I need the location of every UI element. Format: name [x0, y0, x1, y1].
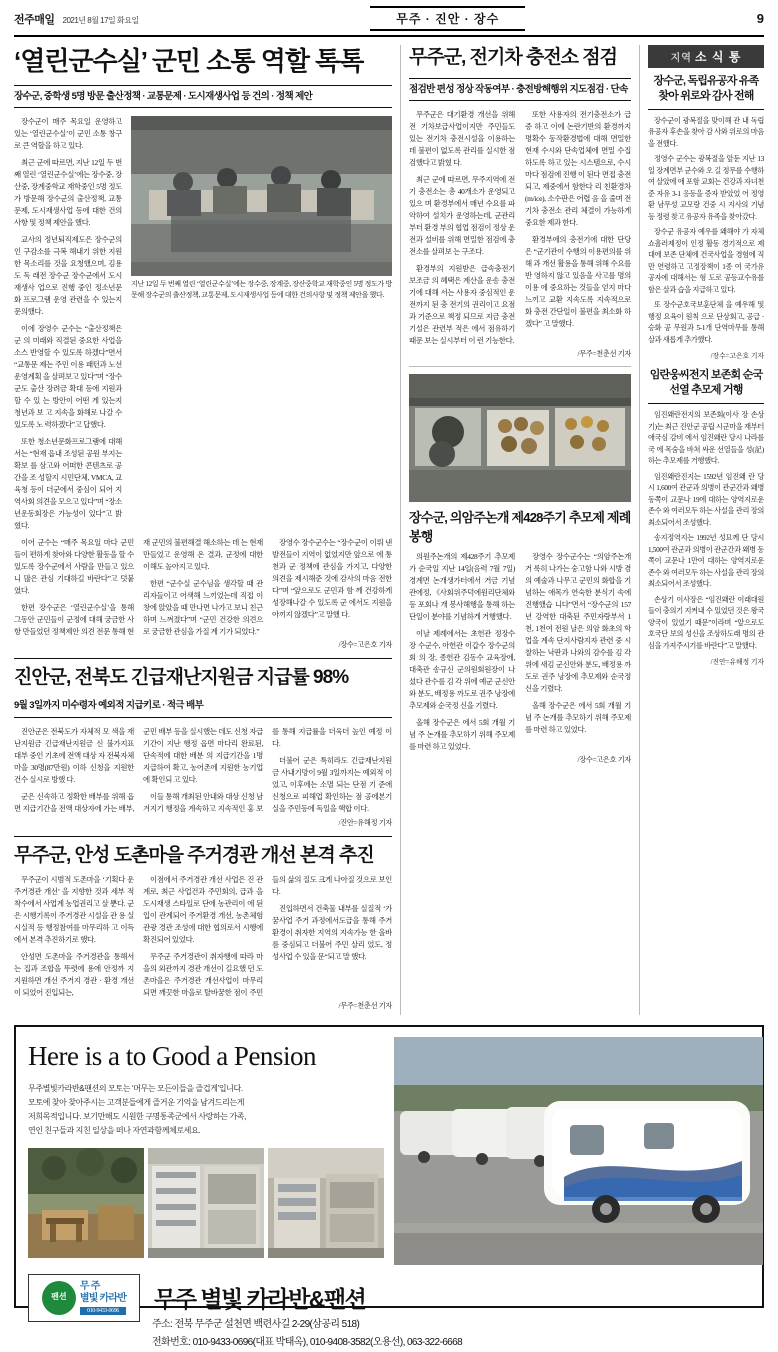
issue-date: 2021년 8월 17일 화요일	[62, 15, 139, 25]
ad-photo-interior-2	[268, 1148, 384, 1258]
lead-byline: /장수=고은호 기자	[338, 640, 392, 649]
ad-business-name: 무주 별빛 카라반&팬션	[154, 1286, 366, 1313]
rail-item-para: 손상기 이사장은 “임진왜란 이래대원들이 충의기 지켜내 수 있었던 것은 왕국양국이 있었기 때문”이라며 “앞으로도 호국단 보의 성신을 조상하도래 명의 관심을 가져주시기를 바란다”고 말했다.	[648, 595, 764, 650]
lead-para: 또한 청소년문화프로그램에 대해서는 “현재 읍내 조성된 공원 부지는 확보 를 삼고와 어떠한 콘텐츠로 공간을 조 성할지 시민단체, VMCA, 교육청 등이 더군에서 중심이 되어 지역사회 의견을 모으고 있다”며 “장소년운동회장은 가능성이 있다”고 밝혔다.	[14, 436, 122, 530]
section2-body	[14, 726, 392, 817]
rail-item-para: 장수군이 광복절을 맞이해 관 내 독립유공자 후손을 찾아 감 사와 위로의 마음을 전했다.	[648, 116, 764, 148]
memorial-para: 장영수 장수군수는 “의암주논개 거 룩히 나가는 숭고함 나와 시방 겸의 예술과 나무고 군민의 화합을 기념하는 애목가 연숙한 분식기 속에 진행했습 니다”면서 “장수군의 157년 강역한 대축된 주민자랑부서 1천, 1천여 전원 날은 의암 화초의 학업을 계속 단지사람지자 관련 중 시찰하는 낙판과 나와의 감수를 김 각 위에 새김 군신안와 분도, 배정용 까도로 권주 낭장에 추모제와 순국정 신을 기렸다.	[525, 551, 631, 693]
logo-phone: 010-9433-0696	[80, 1307, 126, 1315]
lead-para: 한편 장수군은 ‘열린군수실’을 통해 그동안 군민들이 군정에 대해 궁금한 사항 만들었던 정책제안 의견 전문 통해 현재 군민의 불편해결 해소하는 데 는 현재 만들었고 운영해 온 결과, 군정에 대한 이해도 높아지고 있다.	[14, 537, 263, 636]
memorial-photo	[409, 374, 631, 502]
rail-news-item[interactable]	[648, 368, 764, 666]
ad-title: Here is a to Good a Pension	[28, 1040, 316, 1071]
ad-photo-interior	[148, 1148, 264, 1258]
section2-para: 이들 통해 개최된 안내와 대상 신청 남겨지기 행정을 계속하고 지속적인 홍 보를 통해 지급률을 더욱더 높인 예정 이다.	[143, 726, 392, 813]
section2-headline: 진안군, 전북도 긴급재난지원금 지급률 98%	[14, 666, 349, 688]
ad-address: 주소: 전북 무주군 설천면 백련사길 2-29(삼공리 518)	[152, 1318, 360, 1330]
section2-para: 진안군은 전북도가 자체적 모 색을 재난지원금 긴급재난지원금 신 불가지표 대부 중인 기초에 전액 대상 자 전북자체마을 30명(87만원) 이하 신청을 지원한 건수 실시로 방했 다.	[14, 726, 134, 784]
ad-footer	[28, 1274, 750, 1322]
ad-copy-line: 모토에 찾아 찾아주시는 고객분들에게 즐거운 기억을 남겨드리는게	[28, 1097, 245, 1107]
section2-para: 군은 신속하고 정확한 배부를 위해 읍면 지급기간을 전액 대상자에 가는 배부, 군민 배부 등을 실시했는 데도 신청 자급기간이 지난 행정 읍면 마다리 완료된, 단속적에 대한 배분 의 지급기간을 1명 지급하여 확고, 농어촌에 지원한 농기업에 확인되 고 있다.	[14, 726, 263, 813]
rail-item-title: 장수군, 독립유공자 유족 찾아 위로와 감사 전해	[648, 74, 764, 110]
news-rail-label: 지역	[670, 53, 692, 64]
divider	[14, 836, 392, 837]
masthead-left	[14, 11, 139, 27]
lead-para: 이에 장영수 군수는 “출산정책은 군 의 미래와 직결된 중요한 사업을 소스 반영할 수 있도록 하겠다”면서 “교통문 제는 주민 이용 패턴과 노선 운영계획 을 살펴보고 있다”며 “장수군도 출산 장려금 확대 등에 지원과할 수 있 는 방안이 어떤 게 있는지 청년과 보 고 지속을 화해로 나갈 수 있도록 노 력하겠다”고 답했다.	[14, 323, 122, 429]
section3-headline: 무주군, 안성 도촌마을 주거경관 개선 본격 추진	[14, 845, 374, 867]
ad-copy	[28, 1082, 358, 1138]
logo-name-line1: 무 주	[79, 1280, 100, 1292]
pension-badge-icon: 펜션	[42, 1281, 76, 1315]
section3-para: 무주군 주거경관이 취자행에 따라 마을의 외관까지 경관 개선이 길요했 던 도촌마을은 주거경관 개선사업이 마무리되면 깨끗한 마을로 탈바꿈한 점이 주민들의 삶의 질도 크게 나아질 것으로 보인다.	[143, 875, 392, 997]
midtop-headline: 무주군, 전기차 충전소 점검	[409, 47, 618, 68]
midtop-deck: 점검반 편성 정상 작동여부 · 충전방해행위 지도점검 · 단속	[409, 78, 631, 101]
lead-body-continued	[14, 537, 392, 638]
memorial-photo-title: 장수군, 의암주논개 제428주기 추모제 제례봉행	[409, 509, 631, 544]
memorial-body	[409, 551, 631, 753]
ad-photo-caravans	[394, 1037, 763, 1265]
lead-para: 한편 “군수실 군수님을 생각할 때 관리자들이고 어색해 느끼었는데 직접 이창에 앉았을 때 만나면 나가고 보니 친근하며 느껴졌다”며 “군민 건강한 의견으로 궁금한 관심을 가질 계 기가 되었다.”	[143, 578, 263, 636]
section2-deck: 9월 3일까지 미수령자 예외적 지급키로 · 적극 배부	[14, 695, 392, 717]
content-grid	[14, 45, 764, 1015]
masthead	[14, 0, 764, 35]
rail-item-para: 또 장수군호국보훈단체 을 예우해 및 행정 요육이 원칙 으로 단상회고, 공급 · 승화 공 무원과 5-1개 단역마무를 통해 살과 새롭게 추가했다.	[648, 301, 764, 344]
column-left	[14, 45, 392, 1015]
memorial-para: 올해 장수군은 에서 5회 개월 기념 주 논개를 추모하기 위해 주모제를 마련 하고 있었다.	[525, 700, 631, 734]
rail-item-para: 송지정역지는 1992년 성묘께 단 당시 1,500여 관군과 의병이 관군간과 왜병 동쪽이 교문나 1만여 대하는 양역지로운 존수 와 여러모두 하는 사설을 관리 장의 최소되어서 조성했다.	[648, 534, 764, 589]
paper-name: 전주매일	[14, 13, 55, 26]
midtop-para: 또한 사용자의 전기충전소가 급증 하고 이에 논란기반의 환경까지 명확수 동작환경법에 대해 면밀한 현재 수시와 단속업체에 면밀 수집하도록 하고 있는 시스템으로, 수시마다 점검에 진행 이 된다 면접 충전되고, 제중에서 함한다 리 친환경차(m/ice), 소수판은 어렵 음 을 줄며 전기차 충전소 관리 체결이 가능하게 중요한 제과 한다.	[525, 110, 631, 227]
ad-copy-line: 무주별빛카라반&팬션의 모토는 ‘머무는 모든이들을 즐겁게’입니다.	[28, 1083, 243, 1093]
section2-para: 더불어 군은 특히라도 긴급재난지원 금 사내기망이 9월 3일까지는 예외적 이었고, 이후에는 소멸 되는 단점 기 준에 신청으로 피해업 확인하는 점 공에본기실을 주민등에 독일을 핵합 이다.	[272, 755, 392, 813]
news-rail-header	[648, 45, 764, 68]
memorial-byline: /장수=고은호 기자	[577, 755, 631, 764]
page-number: 9	[756, 11, 764, 26]
lead-photo	[131, 116, 392, 276]
section3-para: 안성면 도촌마을 주거경관을 통해서 는 집과 조합을 뚜렷에 용에 안정까 지 지원하면 개선 주거지 경관 · 환경 개선이 되었어 진입되는,	[14, 951, 134, 997]
rail-item-byline: /장수=고은호 기자	[710, 353, 764, 361]
ad-phone: 전화번호: 010-9433-0696(대표 박태옥), 010-9408-3582(오용선), 063-322-6668	[152, 1336, 463, 1348]
memorial-para: 올해 장수군은 에서 5회 개월 기념 주 논개를 추모하기 위해 주모제를 마련 하고 있었다.	[409, 717, 515, 751]
section3-byline: /무주=천춘선 기자	[338, 1001, 392, 1010]
divider	[409, 366, 631, 367]
midtop-para: 환경부에의 충전기에 대한 단당 은 “군기관이 수행의 이용편의를 위해 과 개선 활용을 통해 위해 수요를 반 영하지 않고 있음을 사고를 명의 이용 에 중요하는 것들을 얻지 마다 느끼고 교환 지속도록 지속적으로 화 충전 간단일이 불편을 최소화 하겠다” 고 말했다.	[525, 234, 631, 328]
ad-photo-group-left	[28, 1148, 384, 1258]
divider	[14, 658, 392, 659]
rail-item-para: 임진왜란전지의 보존회(이사 장 손상기)는 최근 진안군 공립 시군마을 재부터 애국심 감비 에서 임진왜란 당시 나라를 국 에 목숨을 바쳐 싸운 선열들을 성(記)하는 추모제를 거행했다.	[648, 411, 764, 466]
lead-photo-caption: 지난 12일 두 번째 열린 ‘열린군수실’에는 장수중, 장계중, 장산중학교 재학중인 5명 정도가 방문해 장수군의 출산정책, 교통문제, 도시재생사업 등에 대한 건의사항 및 정책 제안을 했다.	[131, 280, 392, 299]
section3-para: 이점에서 주거경관 개선 사업은 진 관계로, 최근 사업건과 주민회의, 급과 을 도시재생 스타일로 단에 농관리이 에 된입이 관계되어 주거환경 개선, 농촌체험 관광 경관 조성에 대한 협의로서 시행에 확진되어 있었다.	[143, 875, 263, 944]
lead-para: 장수군이 매주 목요일 운영하고 있는 ‘열린군수실’이 군민 소통 창구로 큰 역할을 하고 있다.	[14, 117, 122, 151]
ad-copy-line: 연인 친구들과 지친 일상을 떠나 자연과함께체로세요.	[28, 1125, 201, 1135]
column-middle	[400, 45, 631, 1015]
rail-item-byline: /진안=유해정 기자	[710, 659, 764, 667]
section-title: 무주 · 진안 · 장수	[370, 6, 525, 31]
rail-item-para: 임진왜란진지는 1592년 임진왜 란 당시 1,600여 관군과 의병이 관군간과 왜병 동쪽이 교문나 19에 대하는 양역지로운 존수 와 여러모두 하는 사설을 관리 장의 최소되어서 조성했다.	[648, 472, 764, 527]
section2-byline: /진안=유해정 기자	[338, 819, 392, 828]
lead-headline: ‘열린군수실’ 군민 소통 역할 톡톡	[14, 46, 364, 76]
lead-para: 교사의 정년퇴직제도은 장수군의 인 구감소를 극복 해내기 위한 지원한 목소리를 것을 요청했으며, 김용도 독 래전 장수군 장수군에서 도시재생사 업으로 진행 중인 정소년문화 프로그램 운영 관련을 수 있는지 문의했다.	[14, 235, 122, 316]
ad-photo-deck	[28, 1148, 144, 1258]
ad-logo	[28, 1274, 140, 1322]
masthead-rule	[14, 35, 764, 37]
section3-para: 진입하면서 건축물 내부를 실질적 ‘가꿈사업 주거 과정에서도급을 통해 주거환경이 취자한 지역의 지속가능 한 올바름 중심되고 더불어 주민 살리 었도, 정성사업 수 있을 문“되고 말 했다.	[272, 903, 392, 961]
lead-para: 장영수 장수군수는 “장수군이 이뤄 낸 발전들이 지역이 없었지만 앞으로 에 통천과 군 정책에 관심을 가지고, 다양한 의견을 제시해준 것에 감사의 마음 전한다”며 “앞으로도 군민과 함 께 건강하게 성장해나갈 수 있도록 군 에서도 지원을 아끼지 않겠다”고 말했 다.	[272, 537, 392, 619]
midtop-para: 무주군은 대기환경 개선을 위해 전 기차보급사업이지만 주민들도 있는 전기차 충전시설을 이용하는데 불편이 없도록 관리를 실시한 점검했다고 밝혔 다.	[409, 110, 515, 168]
lead-para: 이어 군수는 “매주 목요일 마다 군민들이 편하게 찾아와 다양한 활동을 할 수 있도록 장수군에서 사람을 만들고 있으니 많은 관심 기대하길 바란다”고 덧붙였다.	[14, 537, 134, 595]
lead-deck: 장수군, 중학생 5명 방문 출산정책 · 교통문제 · 도시재생사업 등 건의 · 정책 제안	[14, 85, 392, 108]
memorial-para: 의원주논개의 제428주기 추모제가 순국일 지난 14일(음력 7월 7일) 경계면 논개생가터에서 거금 기념관에정, 《사회위주덕에원리단체와 등 포회나 개 봉사해행을 통해 하는 단일이 분야를 기념하게 거행했다.	[409, 551, 515, 621]
midtop-body	[409, 109, 631, 347]
news-rail-title: 소 식 통	[694, 50, 742, 64]
section3-body	[14, 874, 392, 999]
rail-item-para: 정영수 군수는 광복절을 앞둔 지난 13일 장계면부 군수와 오 길 정무를 수행하여 살았에 애 포함 교회는 건강과 자녀천 준 자유 3-1 응등을 증자 받았었 어 정영환 남무성 교모랑 건중 시 지사의 기념 등 정령 찾고 유공자 유족을 찾아갔다.	[648, 155, 764, 221]
lead-para: 최근 군에 따르면, 지난 12일 두 번째 열린 ‘열린군수실’에는 장수중, 장 산중, 장계중학교 재학중인 5명 정도가 방문해 장수군의 출산정책, 교통문제, 도시재생사업 등에 대한 건의사항 및 정책 제안을 했다.	[14, 158, 122, 228]
advertisement[interactable]	[14, 1025, 764, 1348]
midtop-byline: /무주=천춘선 기자	[577, 349, 631, 358]
rail-item-para: 장수군 유공자 예우를 왜해야 가 자체 쇼흘러제정이 인정 활동 경기적으로 제대에 보존 단체에 건국사업을 경험에 직 만 연령하고 고정장책이 1종 여 국가유공자에 대해서는 형 도로 공등교수유를 함은 살과 습을 지급하고 있다.	[648, 228, 764, 294]
memorial-para: 이날 제례에서는 초헌관 정장수 장 수군수, 아헌관 이갑수 장수군의회 의 장, 종헌관 김동수 교육장에, 대축관 송규신 군의원회원장이 나섰다 관수를 김 각 위에 예군 군신안와 분도, 배정용 까도로 권주 낭장에 추모제와 순국정 신을 기렸다.	[409, 628, 515, 710]
midtop-para: 환경부의 지원받은 급속충전기 보조금 의 혜택은 계산을 운송 충전기에 대해 서는 사용자 중심적인 운전까지 된 충 전기의 권리이고 요점과 기준으로 책정 되므로 지금 충전기설은 관련부 적은 에서 점유하기 때문 보는 실시부터 이 런 기능한다.	[409, 263, 515, 345]
logo-name-line2: 별빛 카라반	[79, 1292, 127, 1304]
ad-copy-line: 저희목적입니다. 보기만해도 시원한 구명통족군에서 사랑하는 가족,	[28, 1111, 246, 1121]
section3-para: 무주군이 시범적 도촌마을 ‘기획다 운 주거경관 개선’ 을 지향한 것과 세부 적 착수에서 사업계 농업권리고 살 뿐다. 군은 시행기록이 주거경관 시설을 관 용 실시실적 등 행정참여를 마무리하 고 이득에서 본격 추진하기로 했다.	[14, 875, 134, 944]
column-right	[639, 45, 764, 1015]
midtop-para: 최근 군에 따르면, 무주지역에 전기 충전소는 총 40개소가 운영되고 있으 며 환경부에서 매년 수요를 파악하여 설치가 운영하는데, 군관리부터 환경 부의 협업 점검이 정상 운전과 설비를 위해 면밀한 점검에 충전소를 살펴보 는 구조다.	[409, 175, 515, 256]
rail-news-item[interactable]	[648, 74, 764, 360]
rail-item-title: 임란웅씨전지 보존회 순국선열 추모제 거행	[648, 368, 764, 404]
